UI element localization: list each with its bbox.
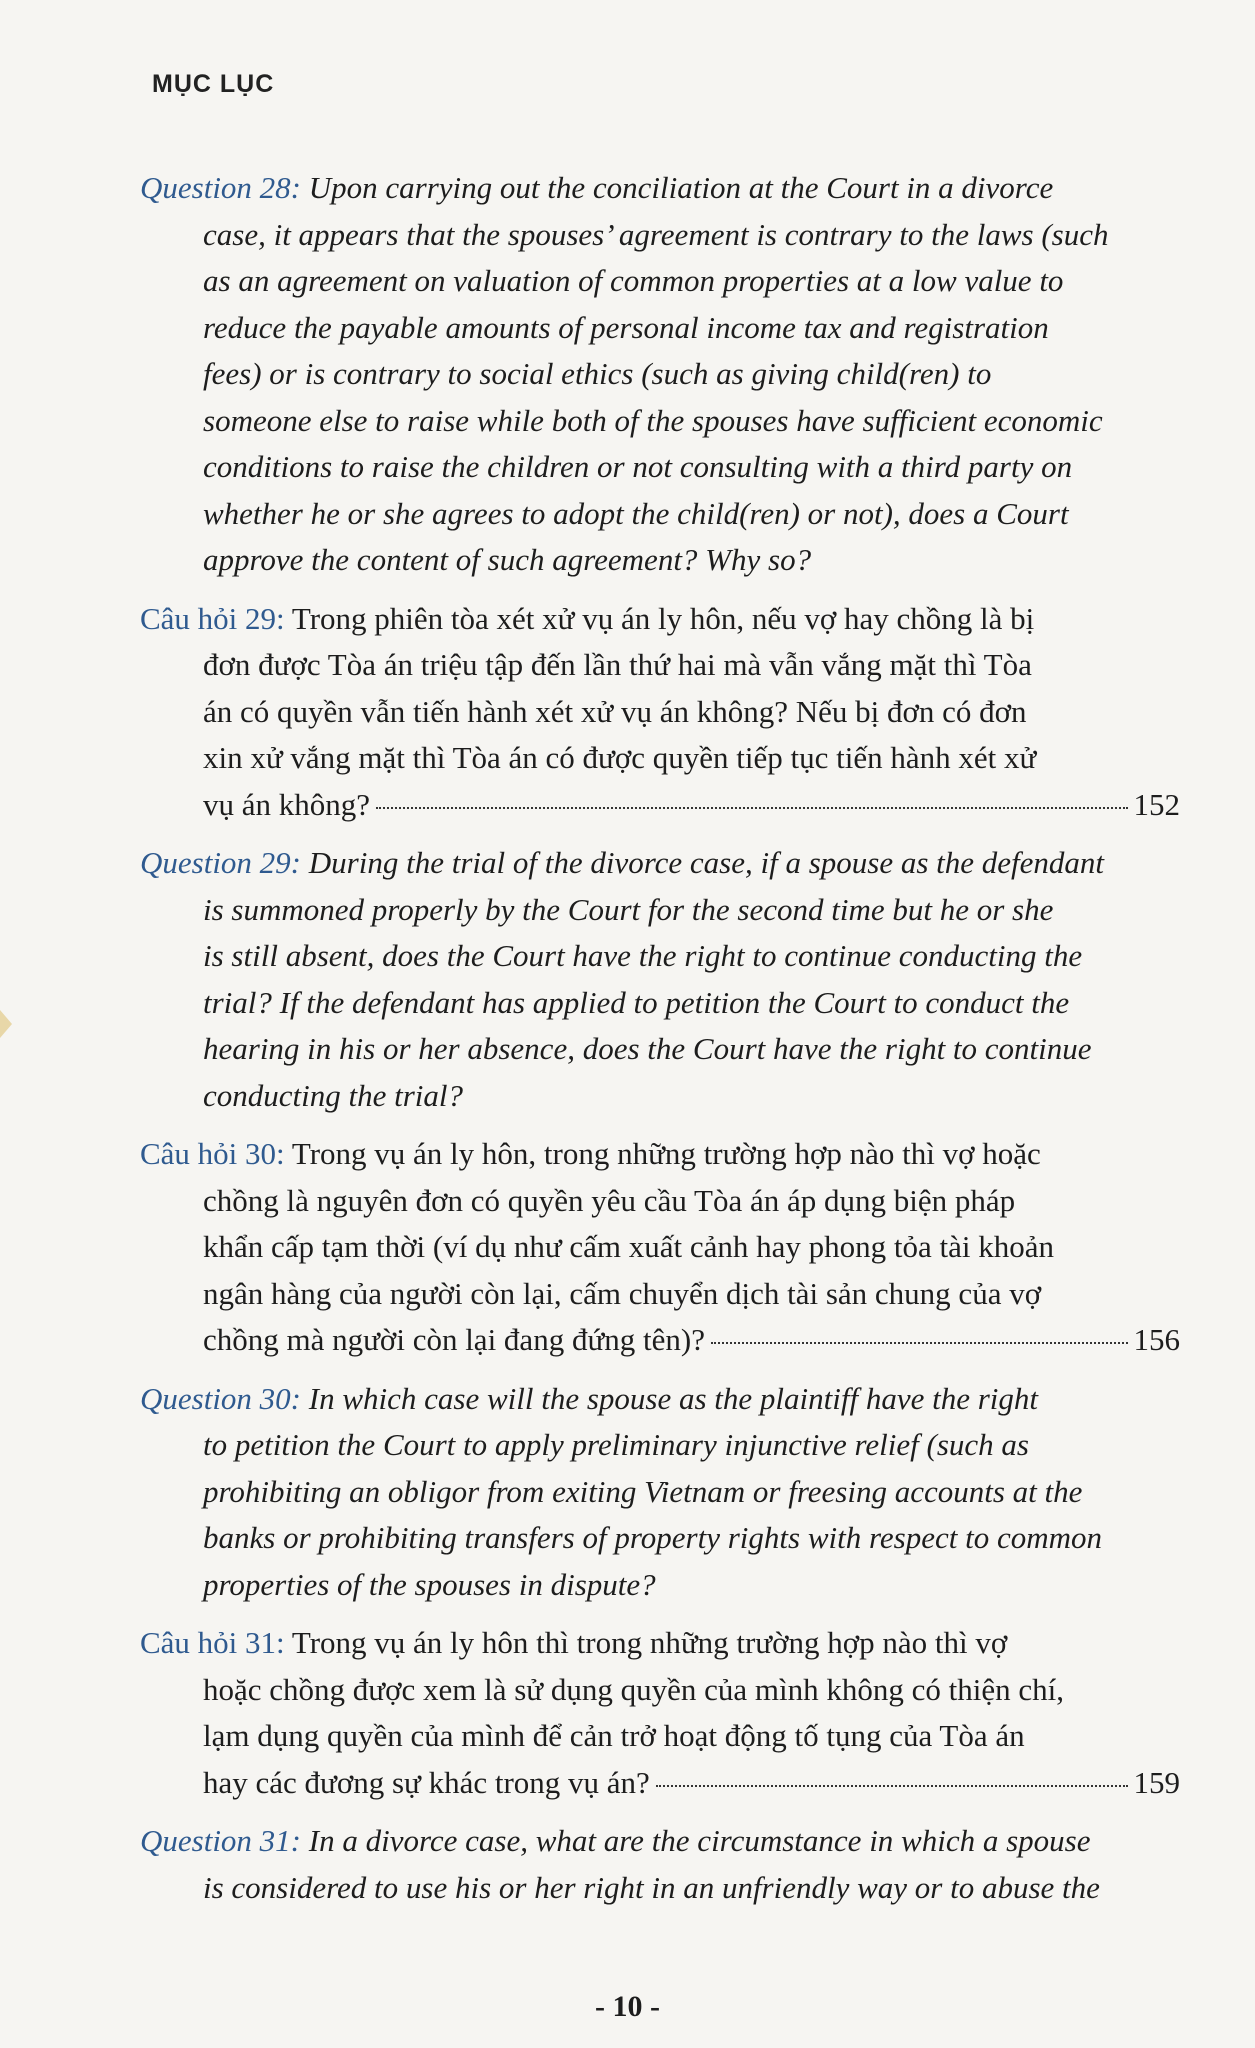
toc-entry-line: khẩn cấp tạm thời (ví dụ như cấm xuất cảnh hay phong tỏa tài khoản <box>203 1229 1055 1264</box>
toc-entry-line: hay các đương sự khác trong vụ án? <box>203 1764 650 1800</box>
toc-entry-line: reduce the payable amounts of personal income tax and registration <box>203 309 1049 345</box>
toc-entry[interactable] <box>140 165 1180 584</box>
toc-entry-label: Question 30: <box>140 1380 302 1416</box>
toc-entry-line: chồng mà người còn lại đang đứng tên)? <box>203 1322 705 1357</box>
toc-entry-last-line <box>140 782 1180 829</box>
toc-entry-line: hoặc chồng được xem là sử dụng quyền của mình không có thiện chí, <box>203 1671 1064 1707</box>
toc-entry-label: Question 31: <box>140 1823 302 1858</box>
toc-entry-line: conducting the trial? <box>203 1077 464 1113</box>
toc-entry-first-line <box>140 1376 1180 1423</box>
toc-entry-line: đơn được Tòa án triệu tập đến lần thứ hai mà vẫn vắng mặt thì Tòa <box>203 647 1032 682</box>
toc-entry-last-line <box>140 1760 1180 1807</box>
toc-entry-line: hearing in his or her absence, does the Court have the right to continue <box>203 1031 1092 1066</box>
toc-entry[interactable] <box>140 1818 1180 1911</box>
toc-entry-line: to petition the Court to apply preliminary injunctive relief (such as <box>203 1427 1029 1462</box>
toc-entry-label: Câu hỏi 31: <box>140 1625 285 1660</box>
toc-entry-text: During the trial of the divorce case, if a spouse as the defendant <box>301 845 1105 880</box>
toc-entry-first-line <box>140 1818 1180 1865</box>
toc-entry-label: Câu hỏi 30: <box>140 1136 285 1171</box>
toc-entry-first-line <box>140 1131 1180 1178</box>
toc-entry-line: án có quyền vẫn tiến hành xét xử vụ án không? Nếu bị đơn có đơn <box>203 693 1027 729</box>
toc-entry-line: vụ án không? <box>203 786 371 822</box>
toc-entry-line: is summoned properly by the Court for the second time but he or she <box>203 891 1054 927</box>
toc-entry-line: case, it appears that the spouses’ agreement is contrary to the laws (such <box>203 216 1109 252</box>
toc-entry-text: In a divorce case, what are the circumstance in which a spouse <box>301 1823 1091 1858</box>
toc-entry-text: Trong vụ án ly hôn, trong những trường hợp nào thì vợ hoặc <box>284 1136 1041 1171</box>
toc-entry-line: ngân hàng của người còn lại, cấm chuyển dịch tài sản chung của vợ <box>203 1275 1042 1311</box>
toc-page-number[interactable]: 159 <box>1133 1764 1180 1800</box>
toc-entry-first-line <box>140 1620 1180 1667</box>
toc-page-number[interactable]: 152 <box>1133 786 1180 822</box>
page-header: MỤC LỤC <box>152 70 275 98</box>
toc-entry-line: is still absent, does the Court have the right to continue conducting the <box>203 938 1083 973</box>
toc-entry-line: trial? If the defendant has applied to petition the Court to conduct the <box>203 984 1070 1020</box>
toc-entry-line: prohibiting an obligor from exiting Vietnam or freesing accounts at the <box>203 1473 1083 1509</box>
toc-entry-line: properties of the spouses in dispute? <box>203 1566 656 1602</box>
toc-entry-line: as an agreement on valuation of common properties at a low value to <box>203 263 1064 298</box>
toc-entry-first-line <box>140 165 1180 212</box>
toc-entry-line: banks or prohibiting transfers of property rights with respect to common <box>203 1520 1102 1555</box>
toc-entry-first-line <box>140 596 1180 643</box>
toc-entry-text: In which case will the spouse as the plaintiff have the right <box>301 1380 1039 1416</box>
toc-entry-label: Câu hỏi 29: <box>140 600 285 636</box>
toc-entry-line: fees) or is contrary to social ethics (such as giving child(ren) to <box>203 356 992 391</box>
toc-entry-line: conditions to raise the children or not consulting with a third party on <box>203 449 1073 484</box>
table-of-contents <box>140 165 1180 1923</box>
dot-leader <box>376 807 1127 809</box>
toc-entry[interactable] <box>140 1131 1180 1364</box>
page-number: - 10 - <box>595 1990 660 2023</box>
dot-leader <box>656 1785 1128 1787</box>
toc-entry-last-line <box>140 1317 1180 1364</box>
dot-leader <box>711 1342 1128 1344</box>
page-edge-mark <box>0 1010 12 1038</box>
toc-entry[interactable] <box>140 596 1180 829</box>
toc-entry-line: is considered to use his or her right in an unfriendly way or to abuse the <box>203 1869 1100 1905</box>
toc-entry-line: chồng là nguyên đơn có quyền yêu cầu Tòa án áp dụng biện pháp <box>203 1182 1016 1218</box>
toc-entry[interactable] <box>140 1376 1180 1609</box>
toc-page-number[interactable]: 156 <box>1133 1322 1180 1357</box>
toc-entry-line: someone else to raise while both of the spouses have sufficient economic <box>203 402 1103 438</box>
toc-entry[interactable] <box>140 1620 1180 1806</box>
toc-entry-label: Question 29: <box>140 845 302 880</box>
toc-entry-text: Trong phiên tòa xét xử vụ án ly hôn, nếu vợ hay chồng là bị <box>284 600 1035 636</box>
toc-entry-first-line <box>140 840 1180 887</box>
toc-entry-line: lạm dụng quyền của mình để cản trở hoạt động tố tụng của Tòa án <box>203 1718 1025 1753</box>
toc-entry-text: Trong vụ án ly hôn thì trong những trường hợp nào thì vợ <box>284 1625 1008 1660</box>
toc-entry-line: whether he or she agrees to adopt the child(ren) or not), does a Court <box>203 495 1069 531</box>
toc-entry-line: approve the content of such agreement? Why so? <box>203 542 812 577</box>
toc-entry-text: Upon carrying out the conciliation at the Court in a divorce <box>301 170 1054 205</box>
toc-entry-line: xin xử vắng mặt thì Tòa án có được quyền tiếp tục tiến hành xét xử <box>203 740 1037 775</box>
toc-entry[interactable] <box>140 840 1180 1119</box>
toc-entry-label: Question 28: <box>140 170 302 205</box>
